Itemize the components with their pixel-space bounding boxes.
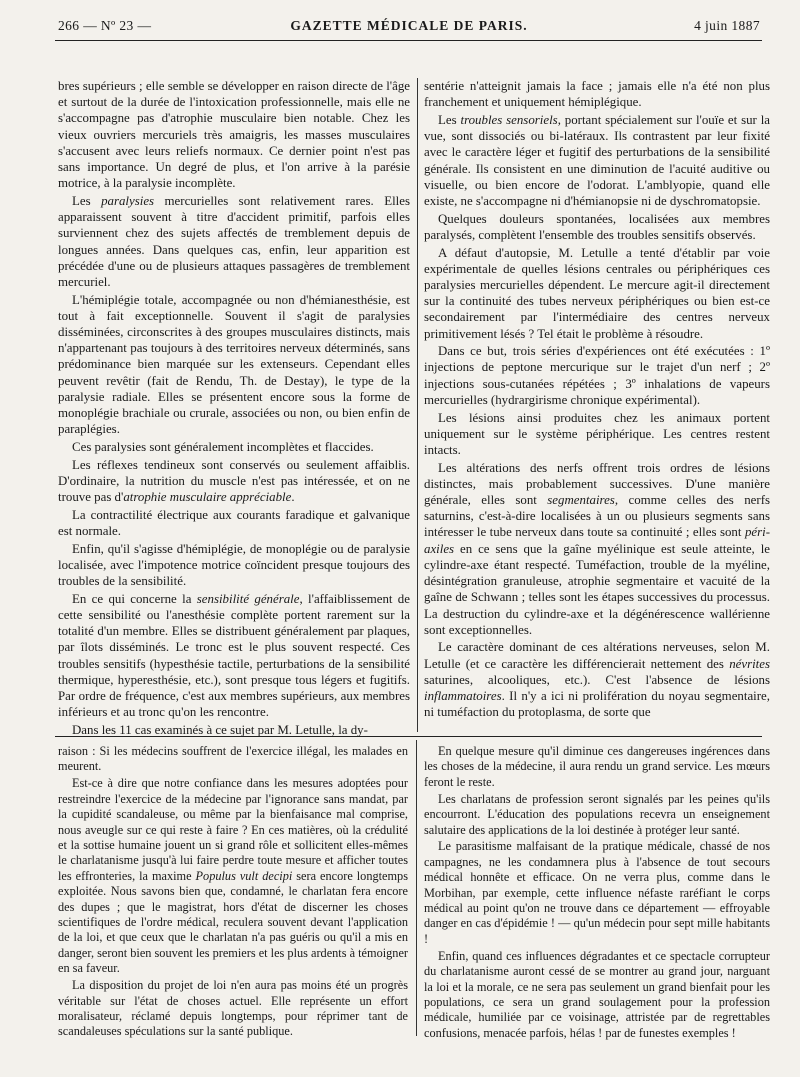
paragraph-text: La contractilité électrique aux courants faradique et galvanique est normale. — [58, 507, 410, 538]
paragraph — [424, 639, 770, 720]
paragraph — [424, 112, 770, 209]
italic-text: sensibilité générale — [196, 591, 300, 606]
paragraph-text: Enfin, quand ces influences dégradantes et ce spectacle corrupteur du charlatanisme auront cessé de se montrer au grand jour, narguant la loi et la morale, ce ne sera pas seulement un grand bienfait pour les populations, ce sera un grand soulagement pour la profession médicale, humiliée par ce voisinage, attristée par de regrettables confusions, menacée parfois, hélas ! par de funestes exemples ! — [424, 948, 770, 1040]
column-divider — [417, 78, 418, 732]
paragraph — [424, 792, 770, 838]
feuilleton-rule — [55, 736, 762, 737]
paragraph — [58, 541, 410, 590]
paragraph-text: Dans les 11 cas examinés à ce sujet par M. Letulle, la dy- — [72, 722, 368, 737]
lower-column-divider — [416, 740, 417, 1036]
paragraph-text: Les — [438, 112, 461, 127]
paragraph-text: saturines, alcooliques, etc.). C'est l'absence de lésions — [424, 672, 770, 687]
paragraph-text: Enfin, qu'il s'agisse d'hémiplégie, de monoplégie ou de paralysie localisée, avec l'impotence motrice coïncident presque toujours des troubles de la sensibilité. — [58, 541, 410, 589]
italic-text: atrophie musculaire appréciable — [123, 490, 292, 505]
paragraph-text: Est-ce à dire que notre confiance dans les mesures adoptées pour restreindre l'exercice de la médecine par l'ignorance sans mandat, par la cupidité scandaleuse, ou même par la bienfaisance mal comprise, nous aveugle sur ce qui reste à faire ? En ces matières, où la crédulité et la sottise humaine jouent un si grand rôle et sollicitent elles-mêmes le charlatanisme jusqu'à lui faire perdre toute mesure et afficher toutes les effronteries, la maxime — [58, 776, 408, 883]
paragraph-text: . — [291, 490, 295, 505]
paragraph — [58, 193, 410, 290]
paragraph-text: . Il n'y a ici ni prolifération du noyau segmentaire, ni tuméfaction du protoplasma, de sorte que — [424, 689, 770, 720]
paragraph — [424, 949, 770, 1041]
paragraph-text: , portant spécialement sur l'ouïe et sur la vue, sont dissociés ou bi-latéraux. Ils contrastent par leur fixité avec le caractère léger et fugitif des perturbations de la sensibilité générale. Ils consistent en une diminution de l'acuité auditive ou visuelle, ou bien encore de l'odorat. L'amblyopie, quand elle existe, ne s'accompagne ni d'hémianopsie ni de dyschromatopsie. — [424, 112, 771, 208]
upper-left-column — [58, 78, 410, 737]
paragraph — [58, 744, 408, 775]
paragraph — [58, 591, 410, 721]
paragraph — [58, 457, 410, 506]
journal-title: GAZETTE MÉDICALE DE PARIS. — [290, 18, 528, 33]
paragraph-text: Les réflexes tendineux sont conservés ou seulement affaiblis. D'ordinaire, la nutrition du muscle n'est pas intéressée, et on ne trouve pas d' — [58, 457, 410, 505]
paragraph-text: En quelque mesure qu'il diminue ces dangereuses ingérences dans les choses de la médecine, il aura rendu un grand service. Les mœurs feront le reste. — [424, 744, 770, 789]
paragraph-text: en ce sens que la gaîne myélinique est seule atteinte, le cylindre-axe étant respecté. Tuméfaction, trouble de la myéline, désintégration granuleuse, atrophie segmentaire et vacuité de la gaîne de Schwann ; telles sont les étapes successives du processus. La destruction du cylindre-axe et la dégénérescence wallérienne sont exceptionnelles. — [424, 541, 770, 637]
paragraph-text: Les lésions ainsi produites chez les animaux portent uniquement sur le système périphérique. Les centres restent intacts. — [424, 410, 770, 457]
paragraph — [58, 507, 410, 539]
paragraph — [424, 343, 770, 408]
paragraph-text: mercurielles sont relativement rares. Elles apparaissent souvent à titre d'accident primitif, parfois elles surviennent chez des sujets affectés de tremblement depuis de longues années. Dans quelques cas, enfin, leur apparition est précédée d'une ou de plusieurs attaques passagères de tremblement mercuriel. — [58, 193, 410, 289]
lower-left-column — [58, 744, 408, 1039]
paragraph-text: Dans ce but, trois séries d'expériences ont été exécutées : 1º injections de peptone mercurique sur le trajet d'un nerf ; 2º injections sous-cutanées répétées ; 3º inhalations de vapeurs mercurielles (hydrargirisme chronique expérimental). — [424, 344, 770, 407]
paragraph — [58, 78, 410, 191]
paragraph-text: Les altérations des nerfs offrent trois ordres de lésions distinctes, mais probablement successives. D'une manière générale, elles sont — [424, 460, 770, 508]
paragraph-text: , l'affaiblissement de cette sensibilité ou l'anesthésie complète portent rarement sur la totalité d'un membre. Elles se distribuent généralement par plaques, par îlots disséminés. Le tronc est le plus souvent respecté. Ces troubles sensitifs (hypesthésie tactile, perturbations de la sensibilité thermique, hyperesthésie, etc.), sont presque tous légers et fugitifs. Par ordre de fréquence, c'est aux membres supérieurs, aux membres inférieurs et au tronc qu'on les rencontre. — [58, 591, 410, 720]
italic-text: inflammatoires — [424, 689, 502, 704]
paragraph-text: Les charlatans de profession seront signalés par les peines qu'ils encourront. L'éducation des populations recevra un enseignement salutaire des applications de la loi destinée à protéger leur santé. — [424, 791, 770, 837]
paragraph-text: Les — [72, 193, 102, 208]
paragraph-text: , comme celles des nerfs saturnins, c'est-à-dire localisées à un ou plusieurs segments sans intéresser le tube nerveux dans toute sa continuité ; elles sont — [424, 493, 771, 540]
paragraph — [424, 744, 770, 790]
paragraph-text: La disposition du projet de loi n'en aura pas moins été un progrès véritable sur l'état de choses actuel. Elle représente un effort moralisateur, réclamé depuis longtemps, pour réprimer tant de scandaleuses spéculations sur la santé publique. — [58, 978, 408, 1039]
lower-right-column — [424, 744, 770, 1040]
paragraph-text: L'hémiplégie totale, accompagnée ou non d'hémianesthésie, est tout à fait exceptionnelle. Souvent il s'agit de paralysies disséminées, circonscrites à des groupes musculaires distincts, mais n'appartenant pas toujours à des territoires nerveux déterminés, sans prédominance bien marquée sur les extenseurs. Cependant elles peuvent revêtir (fait de Rendu, Th. de Destay), le type de la paralysie radiale. Elles se présentent encore sous la forme de monoplégie brachiale ou crurale, associées ou non, ou bien enfin de paraplégies. — [58, 292, 410, 437]
italic-text: péri-axiles — [424, 525, 770, 556]
paragraph-text: En ce qui concerne la — [72, 591, 197, 606]
paragraph — [58, 978, 408, 1040]
paragraph — [424, 211, 770, 243]
paragraph-text: Ces paralysies sont généralement incomplètes et flaccides. — [72, 439, 374, 454]
issue-date: 4 juin 1887 — [694, 18, 760, 33]
paragraph-text: Le caractère dominant de ces altérations nerveuses, selon M. Letulle (et ce caractère les différencierait nettement des — [424, 640, 770, 671]
italic-text: Populus vult decipi — [195, 868, 293, 883]
upper-right-column — [424, 78, 770, 730]
paragraph-text: sera encore longtemps exploitée. Nous savons bien que, condamné, le charlatan fera encore des dupes ; que le magistrat, hors d'état de discerner les choses scientifiques de l'ordre médical, reculera souvent devant l'application de la loi, et que ceux que le charlatan n'a pas guéris ou qu'il a mis en danger, seront bien souvent les premiers et les plus ardents à témoigner en sa faveur. — [58, 868, 408, 976]
paragraph — [424, 460, 770, 638]
paragraph — [58, 292, 410, 438]
paragraph-text: Le parasitisme malfaisant de la pratique médicale, chassé de nos campagnes, ne les condamnera plus à l'absence de tout secours médical honnête et efficace. On ne verra plus, comme dans le Morbihan, par exemple, cette influence néfaste raréfiant le corps médical au point qu'on ne trouve dans ce département — effroyable danger en cas d'épidémie ! — qu'un médecin pour sept mille habitants ! — [424, 839, 770, 946]
italic-text: segmentaires — [547, 493, 615, 508]
paragraph — [424, 78, 770, 110]
paragraph-text: A défaut d'autopsie, M. Letulle a tenté d'établir par voie expérimentale de quelles lésions centrales ou périphériques ces paralysies mercurielles dépendent. Le mercure agit-il directement sur la continuité des tubes nerveux périphériques ou bien est-ce secondairement par l'intermédiaire des centres nerveux primitivement lésés ? Tel était le problème à résoudre. — [424, 245, 770, 341]
paragraph-text: bres supérieurs ; elle semble se développer en raison directe de l'âge et surtout de la durée de l'intoxication professionnelle, mais elle ne s'accompagne pas d'atrophie musculaire bien notable. Chez les vieux ouvriers mercuriels très amaigris, les masses musculaires s'accusent avec leurs reliefs normaux. Ce dernier point n'est pas sans importance. Un degré de plus, et l'on arrive à la parésie motrice, à la paralysie incomplète. — [58, 79, 410, 191]
paragraph-text: Quelques douleurs spontanées, localisées aux membres paralysés, complètent l'ensemble des troubles sensitifs observés. — [424, 211, 770, 242]
paragraph-text: raison : Si les médecins souffrent de l'exercice illégal, les malades en meurent. — [58, 744, 408, 774]
paragraph — [424, 410, 770, 459]
header-rule — [55, 40, 762, 41]
italic-text: névrites — [729, 656, 770, 671]
paragraph-text: sentérie n'atteignit jamais la face ; jamais elle n'a été non plus franchement et uniquement hémiplégique. — [424, 79, 770, 110]
page-header — [58, 14, 760, 40]
italic-text: troubles sensoriels — [460, 112, 558, 127]
paragraph — [58, 776, 408, 976]
page-number: 266 — Nº 23 — — [58, 18, 152, 33]
paragraph — [58, 439, 410, 455]
paragraph — [424, 839, 770, 947]
paragraph — [424, 245, 770, 342]
italic-text: paralysies — [101, 193, 155, 208]
